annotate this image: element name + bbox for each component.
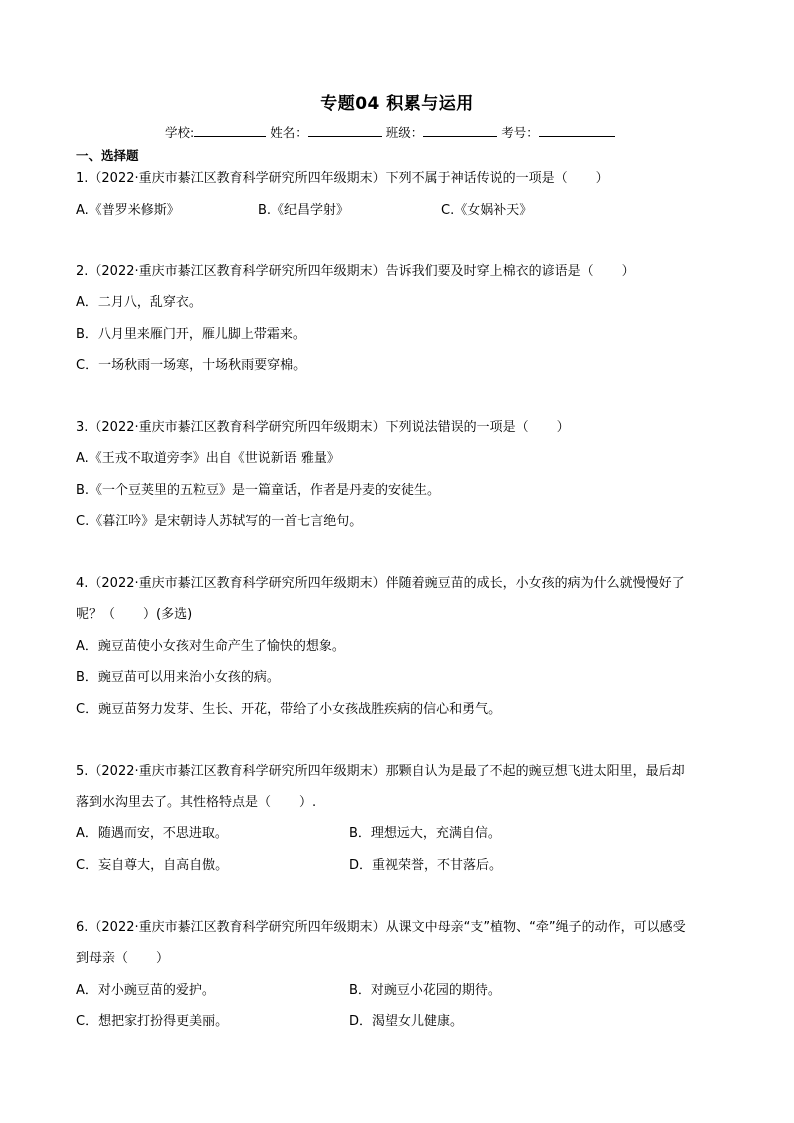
question-2-option-c[interactable]: C．一场秋雨一场寒，十场秋雨要穿棉。 <box>76 358 307 373</box>
question-6-option-d[interactable]: D．渴望女儿健康。 <box>349 1014 464 1029</box>
question-text: 那颗自认为是最了不起的豌豆想飞进太阳里，最后却 <box>385 764 685 779</box>
question-4-stem-line-2 <box>76 607 192 623</box>
question-number: 4. <box>76 576 89 591</box>
question-text: 下列说法错误的一项是（ <box>385 420 529 435</box>
question-source: （2022·重庆市綦江区教育科学研究所四年级期末） <box>88 264 386 279</box>
question-3-option-b[interactable]: B.《一个豆荚里的五粒豆》是一篇童话，作者是丹麦的安徒生。 <box>76 483 441 498</box>
question-4-option-b[interactable]: B．豌豆苗可以用来治小女孩的病。 <box>76 670 280 685</box>
question-1-option-a[interactable]: A.《普罗米修斯》 <box>76 203 180 218</box>
paren-close: ）. <box>299 795 317 810</box>
question-text: 从课文中母亲“支”植物、“牵”绳子的动作，可以感受 <box>385 920 686 935</box>
question-text: 伴随着豌豆苗的成长，小女孩的病为什么就慢慢好了 <box>385 576 685 591</box>
question-number: 3. <box>76 420 89 435</box>
question-source: （2022·重庆市綦江区教育科学研究所四年级期末） <box>88 171 386 186</box>
question-5-stem-line-2 <box>76 795 316 811</box>
class-label: 班级： <box>385 125 424 140</box>
question-number: 1. <box>76 171 89 186</box>
question-2-stem <box>76 264 635 280</box>
student-info-line <box>165 123 619 141</box>
question-source: （2022·重庆市綦江区教育科学研究所四年级期末） <box>88 420 386 435</box>
question-text: 到母亲（ <box>76 951 129 966</box>
name-blank[interactable] <box>308 124 382 137</box>
question-text: 落到水沟里去了。其性格特点是（ <box>76 795 272 810</box>
question-5-option-b[interactable]: B．理想远大，充满自信。 <box>349 826 501 841</box>
question-3-option-c[interactable]: C.《暮江吟》是宋朝诗人苏轼写的一首七言绝句。 <box>76 514 363 529</box>
name-label: 姓名： <box>270 125 308 140</box>
question-4-option-a[interactable]: A．豌豆苗使小女孩对生命产生了愉快的想象。 <box>76 639 345 654</box>
question-number: 5. <box>76 764 89 779</box>
question-5-stem <box>76 764 685 780</box>
section-title: 一、选择题 <box>76 148 139 163</box>
question-5-option-d[interactable]: D．重视荣誉，不甘落后。 <box>349 858 503 873</box>
paren-close: ） <box>595 171 609 186</box>
paren-close: ） <box>556 420 570 435</box>
paren-close: ） <box>621 264 635 279</box>
paren-close: ）(多选) <box>143 607 193 622</box>
question-6-option-c[interactable]: C．想把家打扮得更美丽。 <box>76 1014 229 1029</box>
exam-no-blank[interactable] <box>539 124 615 137</box>
question-6-stem <box>76 920 686 936</box>
question-text: 呢？（ <box>76 607 116 622</box>
question-number: 2. <box>76 264 89 279</box>
question-text: 告诉我们要及时穿上棉衣的谚语是（ <box>385 264 594 279</box>
question-6-option-a[interactable]: A．对小豌豆苗的爱护。 <box>76 983 215 998</box>
paren-close: ） <box>156 951 170 966</box>
question-source: （2022·重庆市綦江区教育科学研究所四年级期末） <box>88 576 386 591</box>
question-source: （2022·重庆市綦江区教育科学研究所四年级期末） <box>88 920 386 935</box>
question-5-option-a[interactable]: A．随遇而安，不思进取。 <box>76 826 228 841</box>
question-number: 6. <box>76 920 89 935</box>
school-label: 学校: <box>165 125 195 140</box>
question-2-option-a[interactable]: A．二月八，乱穿衣。 <box>76 295 202 310</box>
question-3-option-a[interactable]: A.《王戎不取道旁李》出自《世说新语 雅量》 <box>76 451 340 466</box>
question-3-stem <box>76 420 570 436</box>
class-blank[interactable] <box>423 124 497 137</box>
question-6-stem-line-2 <box>76 951 169 967</box>
question-5-option-c[interactable]: C．妄自尊大，自高自傲。 <box>76 858 229 873</box>
school-blank[interactable] <box>194 124 266 137</box>
question-6-option-b[interactable]: B．对豌豆小花园的期待。 <box>349 983 501 998</box>
question-1-option-c[interactable]: C.《女娲补天》 <box>441 203 533 218</box>
question-1-option-b[interactable]: B.《纪昌学射》 <box>258 203 350 218</box>
question-4-option-c[interactable]: C．豌豆苗努力发芽、生长、开花，带给了小女孩战胜疾病的信心和勇气。 <box>76 702 502 717</box>
question-4-stem <box>76 576 685 592</box>
question-text: 下列不属于神话传说的一项是（ <box>385 171 568 186</box>
question-2-option-b[interactable]: B．八月里来雁门开，雁儿脚上带霜来。 <box>76 327 306 342</box>
question-source: （2022·重庆市綦江区教育科学研究所四年级期末） <box>88 764 386 779</box>
question-1-stem <box>76 171 609 187</box>
page-title: 专题04 积累与运用 <box>320 94 474 114</box>
exam-no-label: 考号： <box>501 125 539 140</box>
